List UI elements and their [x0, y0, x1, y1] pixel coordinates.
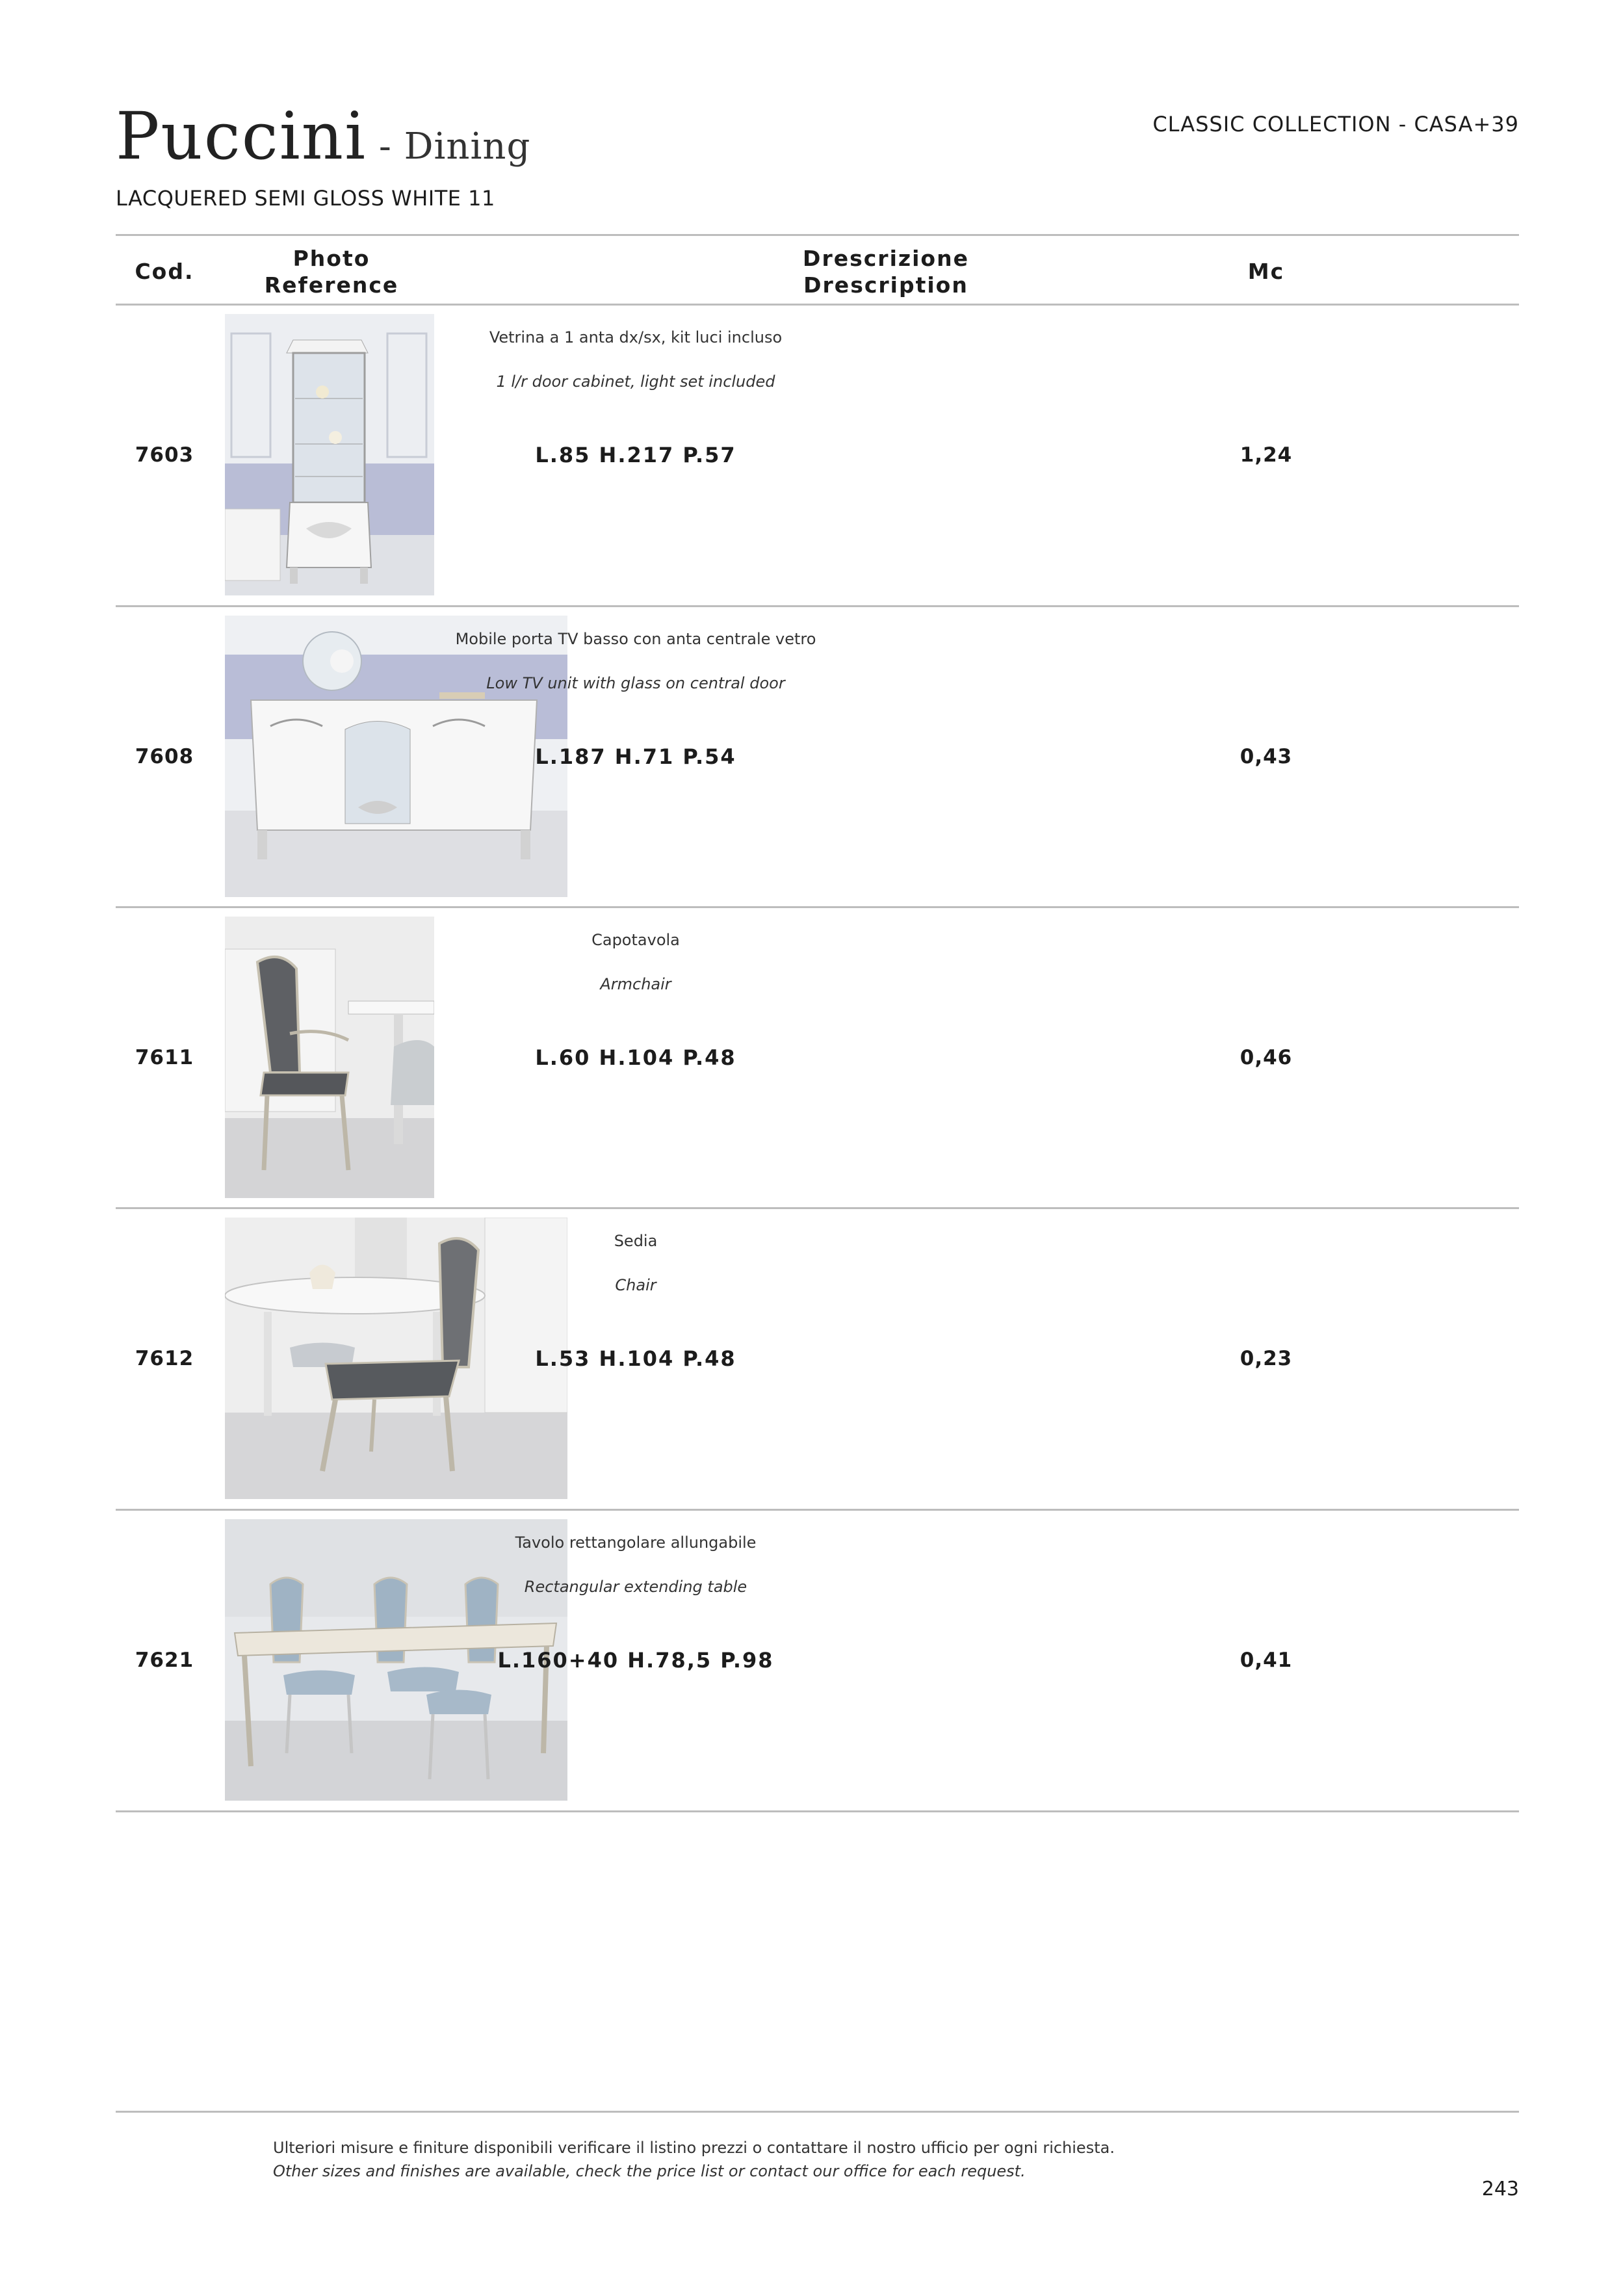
header-description	[723, 239, 1048, 304]
table-row	[116, 606, 1519, 907]
row-volume: 0,46	[1240, 1045, 1293, 1069]
collection-label: CLASSIC COLLECTION - CASA+39	[1152, 112, 1519, 137]
row-description-en: Low TV unit with glass on central door	[486, 674, 785, 692]
row-description-it: Mobile porta TV basso con anta centrale vetro	[455, 630, 816, 648]
row-code: 7612	[135, 1346, 194, 1370]
table-row	[116, 1208, 1519, 1509]
table-row	[116, 907, 1519, 1208]
table-row	[116, 1509, 1519, 1810]
header-photo	[221, 239, 442, 304]
title-name: Puccini	[116, 98, 367, 174]
header-mc	[1201, 239, 1331, 304]
row-volume: 1,24	[1240, 443, 1293, 467]
header-mc-label: Mc	[1247, 259, 1285, 285]
title-subtitle: - Dining	[367, 125, 531, 168]
page-number: 243	[1481, 2178, 1519, 2200]
row-description-en: Rectangular extending table	[524, 1578, 747, 1596]
row-dimensions: L.60 H.104 P.48	[535, 1045, 736, 1070]
header-desc-line2: Drescription	[803, 272, 968, 298]
table-top-rule	[116, 234, 1519, 236]
row-description-it: Vetrina a 1 anta dx/sx, kit luci incluso	[489, 328, 783, 346]
row-description-it: Capotavola	[591, 931, 680, 949]
row-dimensions: L.85 H.217 P.57	[535, 442, 736, 467]
footer-note-it: Ulteriori misure e finiture disponibili verificare il listino prezzi o contattare il nostro ufficio per ogni richiesta.	[273, 2139, 1115, 2157]
header-cod-label: Cod.	[135, 259, 194, 285]
row-code: 7611	[135, 1045, 194, 1069]
row-volume: 0,23	[1240, 1346, 1293, 1370]
footer-rule	[116, 2111, 1519, 2113]
header-photo-line1: Photo	[292, 245, 370, 271]
row-description-en: Armchair	[600, 975, 671, 993]
row-description-it: Tavolo rettangolare allungabile	[515, 1533, 757, 1552]
row-description-en: 1 l/r door cabinet, light set included	[496, 372, 775, 391]
row-volume: 0,43	[1240, 744, 1293, 768]
header-photo-line2: Reference	[264, 272, 399, 298]
row-dimensions: L.160+40 H.78,5 P.98	[497, 1647, 774, 1673]
row-description-it: Sedia	[614, 1232, 658, 1250]
row-dimensions: L.53 H.104 P.48	[535, 1346, 736, 1371]
row-code: 7608	[135, 744, 194, 768]
row-description-en: Chair	[615, 1276, 656, 1294]
row-volume: 0,41	[1240, 1648, 1293, 1672]
row-code: 7603	[135, 443, 194, 467]
footer-note-en: Other sizes and finishes are available, check the price list or contact our office for each request.	[273, 2162, 1026, 2180]
row-code: 7621	[135, 1648, 194, 1672]
row-dimensions: L.187 H.71 P.54	[535, 744, 736, 769]
row-divider	[116, 1810, 1519, 1812]
header-desc-line1: Drescrizione	[803, 245, 969, 271]
header-cod	[116, 239, 213, 304]
finish-label: LACQUERED SEMI GLOSS WHITE 11	[116, 186, 495, 211]
page-title	[116, 98, 531, 174]
table-row	[116, 304, 1519, 605]
